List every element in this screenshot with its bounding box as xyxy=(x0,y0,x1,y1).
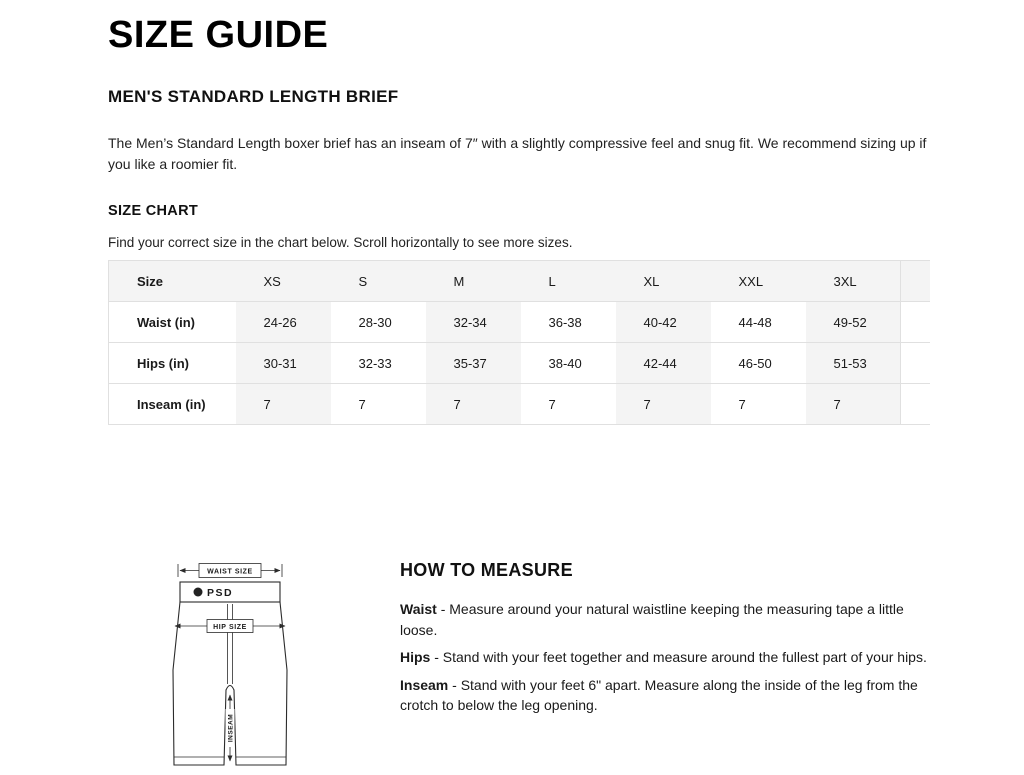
size-cell: 51-53 xyxy=(806,343,901,384)
size-cell: 32-33 xyxy=(331,343,426,384)
measure-instructions xyxy=(400,560,930,723)
size-chart-hint: Find your correct size in the chart below. Scroll horizontally to see more sizes. xyxy=(108,235,573,250)
header-cell-s: S xyxy=(331,261,426,302)
header-cell-m: M xyxy=(426,261,521,302)
waist-size-label: WAIST SIZE xyxy=(207,568,253,576)
size-cell: 44-48 xyxy=(711,302,806,343)
table-row-inseam xyxy=(109,384,931,425)
row-label: Hips (in) xyxy=(109,343,236,384)
size-cell: 35-37 xyxy=(426,343,521,384)
measure-desc: - Stand with your feet 6" apart. Measure along the inside of the leg from the crotch to below the leg opening. xyxy=(400,676,918,713)
hip-size-label: HIP SIZE xyxy=(213,623,247,631)
size-cell-clipped xyxy=(901,343,931,384)
product-description: The Men’s Standard Length boxer brief has an inseam of 7″ with a slightly compressive feel and snug fit. We recommend sizing up if you like a roomier fit. xyxy=(108,135,927,172)
measure-desc: - Stand with your feet together and measure around the fullest part of your hips. xyxy=(434,649,927,665)
size-cell: 38-40 xyxy=(521,343,616,384)
briefs-diagram xyxy=(160,560,300,775)
measure-item-waist xyxy=(400,599,930,640)
table-row-hips xyxy=(109,343,931,384)
brand-logo-dot xyxy=(194,588,203,597)
size-cell: 49-52 xyxy=(806,302,901,343)
size-chart-heading: SIZE CHART xyxy=(108,203,198,219)
measure-term: Waist xyxy=(400,601,437,617)
page-title: SIZE GUIDE xyxy=(108,14,329,56)
product-subtitle: MEN'S STANDARD LENGTH BRIEF xyxy=(108,87,399,106)
size-cell: 46-50 xyxy=(711,343,806,384)
how-to-measure-heading: HOW TO MEASURE xyxy=(400,560,573,580)
size-cell: 42-44 xyxy=(616,343,711,384)
size-cell: 7 xyxy=(806,384,901,425)
measure-term: Inseam xyxy=(400,676,449,693)
header-cell-3xl: 3XL xyxy=(806,261,901,302)
size-cell: 28-30 xyxy=(331,302,426,343)
measure-term: Hips xyxy=(400,649,431,665)
size-cell: 36-38 xyxy=(521,302,616,343)
size-cell: 40-42 xyxy=(616,302,711,343)
header-cell-xxl: XXL xyxy=(711,261,806,302)
briefs-diagram-svg xyxy=(160,560,300,775)
size-chart-table xyxy=(108,260,930,425)
size-cell: 7 xyxy=(521,384,616,425)
size-cell: 7 xyxy=(616,384,711,425)
size-cell: 7 xyxy=(711,384,806,425)
measure-item-inseam xyxy=(400,675,930,716)
brand-logo: PSD xyxy=(207,587,234,599)
size-cell: 32-34 xyxy=(426,302,521,343)
header-cell-clipped xyxy=(901,261,931,302)
size-cell: 7 xyxy=(426,384,521,425)
size-cell: 7 xyxy=(331,384,426,425)
table-header-row xyxy=(109,261,931,302)
inseam-label: INSEAM xyxy=(227,713,235,743)
table-row-waist xyxy=(109,302,931,343)
row-label: Waist (in) xyxy=(109,302,236,343)
size-chart-scroll-container[interactable] xyxy=(108,260,930,425)
how-to-measure-section xyxy=(108,560,930,775)
measure-desc: - Measure around your natural waistline keeping the measuring tape a little loose. xyxy=(400,601,904,638)
measure-item-hips xyxy=(400,647,930,668)
header-cell-l: L xyxy=(521,261,616,302)
size-cell: 24-26 xyxy=(236,302,331,343)
header-cell-xs: XS xyxy=(236,261,331,302)
size-cell-clipped xyxy=(901,302,931,343)
header-cell-size: Size xyxy=(109,261,236,302)
header-cell-xl: XL xyxy=(616,261,711,302)
size-cell-clipped xyxy=(901,384,931,425)
size-cell: 30-31 xyxy=(236,343,331,384)
row-label: Inseam (in) xyxy=(109,384,236,425)
size-cell: 7 xyxy=(236,384,331,425)
